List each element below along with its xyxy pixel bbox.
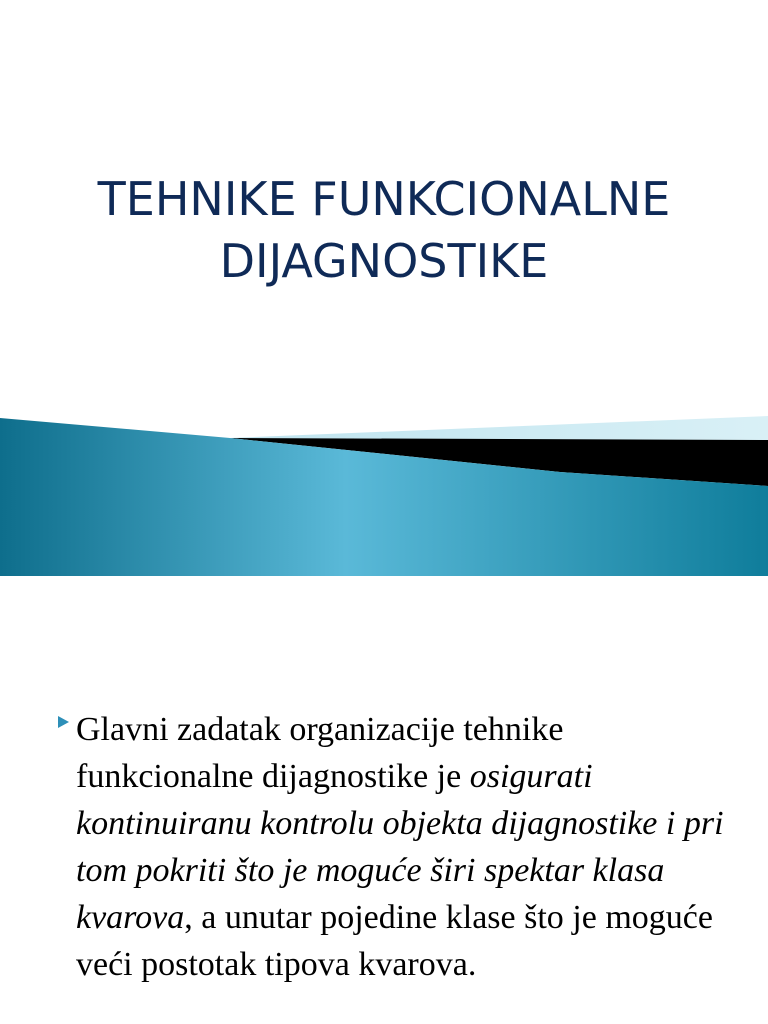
paragraph-italic-part: osigurati kontinuiranu kontrolu objekta dijagnostike i pri tom pokriti što je moguće širi spektar klasa kvarova [76,758,724,936]
content-slide [0,576,768,1024]
triangle-bullet-icon [58,716,69,728]
decorative-wave-band [0,410,768,576]
bullet-paragraph [58,706,738,988]
paragraph-part-1: Glavni zadatak organizacije tehnike funkcionalne dijagnostike je [76,711,564,795]
bullet-item [58,706,738,988]
slide-title: TEHNIKE FUNKCIONALNE DIJAGNOSTIKE [97,172,671,288]
paragraph-part-3: , a unutar pojedine klase što je moguće veći postotak tipova kvarova. [76,899,713,983]
band-highlight [230,416,768,440]
